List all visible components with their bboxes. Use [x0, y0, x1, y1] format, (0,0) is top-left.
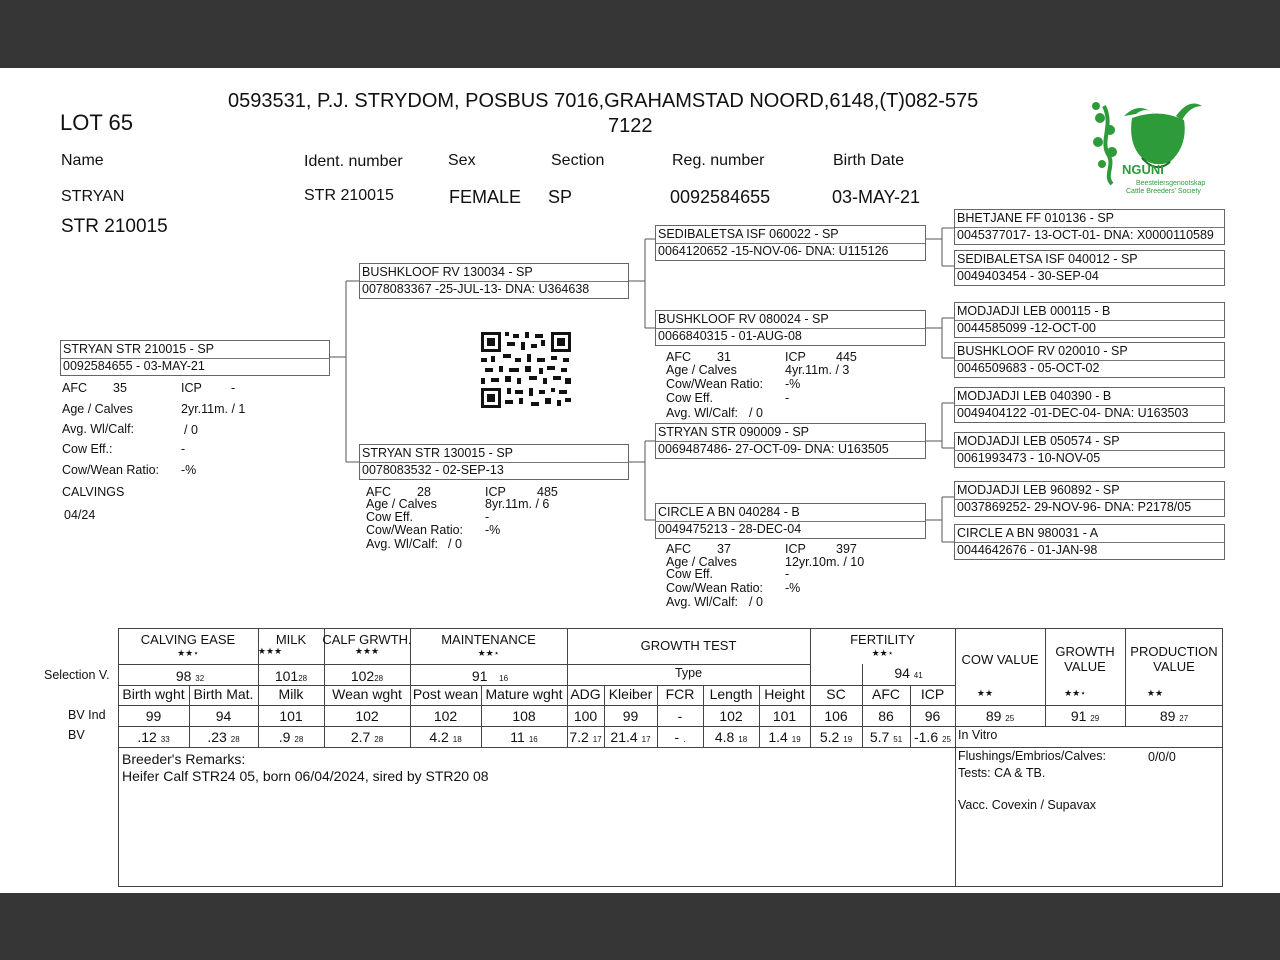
subject-afc-label: AFC [62, 381, 87, 395]
bv-value: 4.8 18 [714, 729, 748, 745]
dd-afc-label: AFC [666, 542, 691, 556]
sd-age: 4yr.11m. / 3 [785, 363, 850, 377]
stars-fertility: ★★⋆ [871, 648, 894, 658]
tests: Tests: CA & TB. [958, 766, 1046, 780]
bv-ind-value: 108 [512, 708, 536, 724]
g2-line-1: SEDIBALETSA ISF 040012 - SP [957, 252, 1138, 266]
g1-line-2: 0045377017- 13-OCT-01- DNA: X0000110589 [957, 228, 1214, 242]
g4-line-2: 0046509683 - 05-OCT-02 [957, 361, 1100, 375]
dd-icp: 397 [836, 542, 857, 556]
logo-sub-2: Cattle Breeders' Society [1126, 188, 1201, 195]
animal-section: SP [548, 187, 573, 207]
subject-line-2: 0092584655 - 03-MAY-21 [63, 359, 205, 373]
dam-line-1: STRYAN STR 130015 - SP [362, 446, 513, 460]
dam-cwr-label: Cow/Wean Ratio: [366, 523, 464, 537]
bv-value: - . [674, 729, 686, 745]
dam-cow: - [485, 510, 490, 524]
hdr-cow-value: COW VALUE [961, 652, 1039, 667]
ds-line-2: 0069487486- 27-OCT-09- DNA: U163505 [658, 442, 889, 456]
pedigree-sire-sire [655, 225, 926, 261]
dam-wl-label: Avg. Wl/Calf: [366, 537, 439, 551]
sd-cow-label: Cow Eff. [666, 391, 714, 405]
subject-wl-label: Avg. Wl/Calf: [62, 422, 135, 436]
subject-icp: - [231, 381, 236, 395]
stars-calving-ease: ★★⋆ [177, 648, 199, 658]
hdr-milk: MILK [275, 632, 307, 647]
hdr-maintenance: MAINTENANCE [441, 632, 536, 647]
sd-line-1: BUSHKLOOF RV 080024 - SP [658, 312, 829, 326]
ss-line-1: SEDIBALETSA ISF 060022 - SP [658, 227, 839, 241]
subject-afc: 35 [113, 381, 127, 395]
g5-line-1: MODJADJI LEB 040390 - B [957, 389, 1112, 403]
dd-wl-label: Avg. Wl/Calf: [666, 595, 739, 609]
stars-production-value: ★★ [1146, 688, 1164, 698]
hdr-calving-ease: CALVING EASE [140, 632, 236, 647]
label-name: Name [61, 152, 104, 169]
subject-icp-label: ICP [181, 381, 202, 395]
g6-line-2: 0061993473 - 10-NOV-05 [957, 451, 1101, 465]
pedigree-g6 [954, 432, 1225, 468]
dd-cwr: -% [785, 581, 801, 595]
pedigree-sire-dam [655, 310, 926, 346]
bv-ind-value: 102 [433, 708, 458, 724]
remarks-text: Heifer Calf STR24 05, born 06/04/2024, sired by STR20 08 [122, 768, 489, 784]
bv-ind-value: 102 [719, 708, 743, 724]
pedigree-dam [359, 444, 629, 480]
bv-ind-value: 100 [573, 708, 598, 724]
sd-cwr-label: Cow/Wean Ratio: [666, 377, 764, 391]
hdr-fertility: FERTILITY [850, 632, 915, 647]
col-header: SC [826, 686, 846, 702]
g3-line-1: MODJADJI LEB 000115 - B [957, 304, 1111, 318]
dd-cow-label: Cow Eff. [666, 567, 714, 581]
col-header: FCR [665, 686, 695, 702]
subject-age-label: Age / Calves [62, 402, 133, 416]
g6-line-1: MODJADJI LEB 050574 - SP [957, 434, 1120, 448]
bv-ind-value: 101 [279, 708, 303, 724]
col-header: Birth Mat. [193, 686, 254, 702]
bv-value: .12 33 [137, 729, 170, 745]
pedigree-dam-dam [655, 503, 926, 539]
dam-icp: 485 [537, 485, 558, 499]
dd-cwr-label: Cow/Wean Ratio: [666, 581, 764, 595]
logo-brand: NGUNI [1122, 162, 1164, 177]
sel-maintenance: 91 16 [471, 668, 509, 684]
flush-label: Flushings/Embrios/Calves: [958, 749, 1106, 763]
sd-icp-label: ICP [785, 350, 806, 364]
g1-line-1: BHETJANE FF 010136 - SP [957, 211, 1115, 225]
sd-afc-label: AFC [666, 350, 691, 364]
pedigree-g4 [954, 342, 1225, 378]
col-header: Kleiber [608, 686, 653, 702]
hdr-production-value: PRODUCTION VALUE [1130, 644, 1218, 674]
subject-line-1: STRYAN STR 210015 - SP [63, 342, 214, 356]
g8-line-2: 0044642676 - 01-JAN-98 [957, 543, 1098, 557]
sd-cwr: -% [785, 377, 801, 391]
pedigree-dam-sire [655, 423, 926, 459]
hdr-calf-growth: CALF GRWTH. [322, 632, 412, 647]
flush-value: 0/0/0 [1148, 750, 1176, 764]
sire-line-1: BUSHKLOOF RV 130034 - SP [362, 265, 533, 279]
bv-value: 4.2 18 [429, 729, 462, 745]
animal-name-2: STR 210015 [61, 216, 168, 237]
bv-value: 21.4 17 [610, 729, 651, 745]
stars-maintenance: ★★⋆ [477, 648, 500, 658]
sel-fertility: 94 41 [894, 665, 923, 681]
bv-value: 1.4 19 [768, 729, 801, 745]
col-header: Height [764, 686, 805, 702]
vaccinations: Vacc. Covexin / Supavax [958, 798, 1097, 812]
ind-growth-value: 91 29 [1070, 708, 1100, 724]
qr-code-icon [481, 332, 571, 408]
bv-ind-value: 86 [878, 708, 894, 724]
pedigree-sire [359, 263, 629, 299]
stars-growth-value: ★★⋆ [1064, 688, 1086, 698]
bv-value: 5.7 51 [869, 729, 903, 745]
sd-wl-label: Avg. Wl/Calf: [666, 406, 739, 420]
ss-line-2: 0064120652 -15-NOV-06- DNA: U115126 [658, 244, 889, 258]
row-label-bv-ind: BV Ind [68, 708, 106, 722]
subject-wl: / 0 [184, 423, 198, 437]
sd-age-label: Age / Calves [666, 363, 737, 377]
col-header: Length [709, 686, 753, 702]
pedigree-g8 [954, 524, 1225, 560]
dd-age: 12yr.10m. / 10 [785, 555, 865, 569]
g8-line-1: CIRCLE A BN 980031 - A [957, 526, 1099, 540]
col-header: Birth wght [122, 686, 185, 702]
breeder-line-2: 7122 [608, 115, 653, 137]
bv-ind-value: 99 [622, 708, 639, 724]
sel-calf-growth: 10228 [350, 668, 384, 684]
hdr-growth-value: GROWTH VALUE [1055, 644, 1115, 674]
stars-calf-growth: ★★★ [354, 646, 380, 656]
subject-calvings: 04/24 [64, 508, 96, 522]
animal-sex: FEMALE [449, 187, 522, 207]
dam-line-2: 0078083532 - 02-SEP-13 [362, 463, 504, 477]
g2-line-2: 0049403454 - 30-SEP-04 [957, 269, 1099, 283]
dam-age: 8yr.11m. / 6 [485, 497, 550, 511]
bv-ind-value: - [677, 708, 683, 724]
ds-line-1: STRYAN STR 090009 - SP [658, 425, 809, 439]
pedigree-g3 [954, 302, 1225, 338]
col-header: Milk [278, 686, 304, 702]
bv-value: 5.2 19 [819, 729, 853, 745]
sd-afc: 31 [717, 350, 731, 364]
dam-wl: / 0 [448, 537, 462, 551]
dam-icp-label: ICP [485, 485, 506, 499]
bv-ind-value: 94 [215, 708, 232, 724]
g5-line-2: 0049404122 -01-DEC-04- DNA: U163503 [957, 406, 1189, 420]
g7-line-2: 0037869252- 29-NOV-96- DNA: P2178/05 [957, 500, 1192, 514]
dd-line-2: 0049475213 - 28-DEC-04 [658, 522, 802, 536]
dd-wl: / 0 [749, 595, 763, 609]
animal-birth: 03-MAY-21 [832, 187, 921, 207]
dam-cwr: -% [485, 523, 501, 537]
g3-line-2: 0044585099 -12-OCT-00 [957, 321, 1096, 335]
subject-calvings-label: CALVINGS [62, 485, 125, 499]
dd-icp-label: ICP [785, 542, 806, 556]
ind-cow-value: 89 25 [985, 708, 1015, 724]
col-header: Wean wght [332, 686, 402, 702]
animal-reg: 0092584655 [670, 187, 771, 207]
row-label-bv: BV [68, 728, 85, 742]
row-label-selection: Selection V. [44, 668, 110, 682]
subject-cow-label: Cow Eff.: [62, 442, 113, 456]
sd-line-2: 0066840315 - 01-AUG-08 [658, 329, 802, 343]
subject-age: 2yr.11m. / 1 [181, 402, 246, 416]
dam-age-label: Age / Calves [366, 497, 437, 511]
sel-calving-ease: 98 32 [175, 668, 205, 684]
col-header: ADG [570, 686, 601, 702]
animal-ident: STR 210015 [304, 187, 394, 204]
pedigree-g2 [954, 250, 1225, 286]
stars-milk: ★★★ [257, 646, 283, 656]
label-ident: Ident. number [304, 153, 403, 170]
dd-cow: - [785, 567, 790, 581]
label-birth: Birth Date [833, 152, 905, 169]
animal-name: STRYAN [61, 188, 125, 205]
dam-afc-label: AFC [366, 485, 391, 499]
label-sex: Sex [448, 152, 476, 169]
in-vitro: In Vitro [958, 728, 998, 742]
dd-afc: 37 [717, 542, 731, 556]
bv-ind-value: 101 [772, 708, 797, 724]
stars-cow-value: ★★ [976, 688, 994, 698]
col-header: Post wean [412, 686, 479, 702]
logo-sub-1: Beestelersgenootskap [1136, 180, 1206, 187]
dam-afc: 28 [417, 485, 431, 499]
bv-value: .9 28 [278, 729, 304, 745]
col-header: Mature wght [485, 686, 563, 702]
hdr-growth-test: GROWTH TEST [640, 638, 737, 653]
g4-line-1: BUSHKLOOF RV 020010 - SP [957, 344, 1128, 358]
col-header: ICP [920, 686, 945, 702]
subject-cow: - [181, 442, 186, 456]
bv-value: 7.2 17 [569, 729, 602, 745]
bv-ind-value: 106 [824, 708, 848, 724]
bv-value: 2.7 28 [350, 729, 384, 745]
bv-ind-value: 102 [355, 708, 379, 724]
type-label: Type [674, 666, 703, 680]
ind-production-value: 89 27 [1159, 708, 1189, 724]
sd-wl: / 0 [749, 406, 763, 420]
remarks-label: Breeder's Remarks: [122, 751, 246, 767]
bv-value: 11 16 [510, 729, 538, 745]
bv-value: -1.6 25 [913, 729, 952, 745]
col-header: AFC [872, 686, 900, 702]
g7-line-1: MODJADJI LEB 960892 - SP [957, 483, 1120, 497]
label-section: Section [551, 152, 605, 169]
sire-line-2: 0078083367 -25-JUL-13- DNA: U364638 [362, 282, 590, 296]
dd-line-1: CIRCLE A BN 040284 - B [658, 505, 800, 519]
subject-cwr: -% [181, 463, 197, 477]
dd-age-label: Age / Calves [666, 555, 737, 569]
lot-number: LOT 65 [60, 110, 133, 135]
subject-cwr-label: Cow/Wean Ratio: [62, 463, 160, 477]
sd-cow: - [785, 391, 790, 405]
sd-icp: 445 [836, 350, 857, 364]
bv-value: .23 28 [207, 729, 240, 745]
bv-ind-value: 96 [924, 708, 941, 724]
pedigree-subject [60, 340, 330, 376]
bv-ind-value: 99 [145, 708, 162, 724]
pedigree-g1 [954, 209, 1225, 245]
dam-cow-label: Cow Eff. [366, 510, 414, 524]
label-reg: Reg. number [672, 152, 765, 169]
pedigree-g5 [954, 387, 1225, 423]
sel-milk: 10128 [274, 668, 308, 684]
pedigree-g7 [954, 481, 1225, 517]
breeder-line-1: 0593531, P.J. STRYDOM, POSBUS 7016,GRAHAMSTAD NOORD,6148,(T)082-575 [228, 90, 979, 112]
